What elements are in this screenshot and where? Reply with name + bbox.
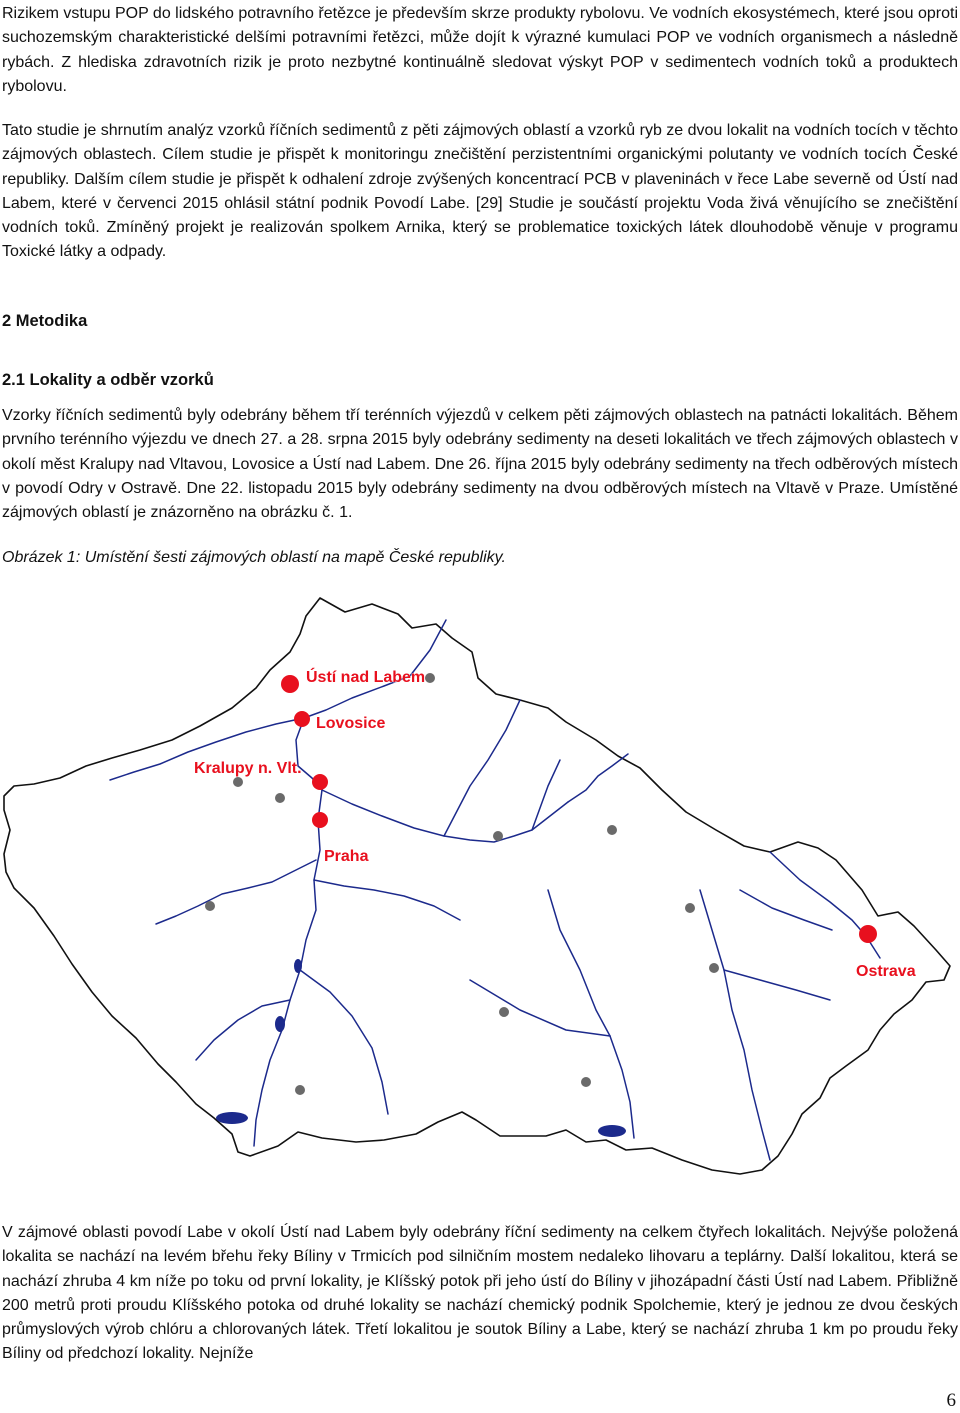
marker-kralupy (312, 774, 328, 790)
label-usti: Ústí nad Labem (306, 669, 426, 686)
study-paragraph: Tato studie je shrnutím analýz vzorků říčních sedimentů z pěti zájmových oblastí a vzorků ryb ze dvou lokalit na vodních tocích v těchto zájmových oblastech. Cílem studie je přispět k monitoringu znečištění perzistentními organickými polutanty ve vodních tocích České republiky. Dalším cílem studie je přispět k odhalení zdroje zvýšených koncentrací PCB v plaveninách v řece Labe severně od Ústí nad Labem, které v červenci 2015 ohlásil státní podnik Povodí Labe. [29] Studie je součástí projektu Voda živá věnujícího se znečištění vodních toků. Zmíněný projekt je realizován spolkem Arnika, který se problematice toxických látek dlouhodobě věnuje v programu Toxické látky a odpady. (2, 122, 959, 261)
marker-usti (281, 675, 299, 693)
marker-lovosice (294, 711, 310, 727)
figure-caption: Obrázek 1: Umístění šesti zájmových oblastí na mapě České republiky. (2, 549, 506, 566)
label-lovosice: Lovosice (316, 715, 386, 732)
town-dot (581, 1077, 591, 1087)
town-dot (295, 1085, 305, 1095)
river-vltava (254, 790, 322, 1146)
town-dot (493, 831, 503, 841)
river-otava (196, 1000, 290, 1060)
river-dyje (610, 1036, 634, 1138)
label-praha: Praha (324, 848, 369, 865)
town-dot (499, 1007, 509, 1017)
sampling-paragraph: Vzorky říčních sedimentů byly odebrány během tří terénních výjezdů v celkem pěti zájmových oblastech na patnácti lokalitách. Během prvního terénního výjezdu ve dnech 27. a 28. srpna 2015 byly odebrány sedimenty na deseti lokalitách ve třech zájmových oblastech v okolí měst Kralupy nad Vltavou, Lovosice a Ústí nad Labem. Dne 26. října 2015 byly odebrány sedimenty na třech odběrových místech v povodí Odry v Ostravě. Dne 22. listopadu 2015 byly odebrány sedimenty na dvou odběrových místech na Vltavě v Praze. Umístěné zájmových oblastí je znázorněno na obrázku č. 1. (2, 407, 958, 522)
river-jihlava (470, 980, 610, 1036)
river-labe-north (296, 620, 446, 790)
town-dot (709, 963, 719, 973)
page-number: 6 (946, 1390, 956, 1411)
usti-paragraph: V zájmové oblasti povodí Labe v okolí Ústí nad Labem byly odebrány říční sedimenty na celkem čtyřech lokalitách. Nejvýše položená lokalita se nachází na levém břehu řeky Bíliny v Trmicích pod silničním mostem nedaleko lihovaru a teplárny. Další lokalitou, která se nachází zhruba 4 km níže po toku od první lokality, je Klíšský potok při jeho ústí do Bíliny v jihozápadní části Ústí nad Labem. Přibližně 200 metrů proti proudu Klíšského potoka od druhé lokality se nachází chemický podnik Spolchemie, který je jednou ze dvou českých průmyslových výrob chlóru a chlorovaných látek. Třetí lokalitou je soutok Bíliny a Labe, který se nachází zhruba 1 km po proudu řeky Bíliny od předchozí lokality. Nejníže (2, 1224, 958, 1363)
reservoir-orlik (275, 1016, 285, 1032)
town-dot (205, 901, 215, 911)
river-morava (700, 890, 770, 1160)
section-heading-metodika: 2 Metodika (2, 312, 88, 330)
river-sazava (314, 880, 460, 920)
label-ostrava: Ostrava (856, 963, 916, 980)
reservoir-lipno (216, 1112, 248, 1124)
intro-paragraph: Rizikem vstupu POP do lidského potravního řetězce je především skrze produkty rybolovu. Ve vodních ekosystémech, které jsou oproti suchozemským charakteristické delšími potravními řetězci, může dojít k výrazné kumulaci POP ve vodních organismech a následně rybách. Z hlediska zdravotních rizik je proto nezbytné kontinuálně sledovat výskyt POP v sedimentech vodních toků a produktech rybolovu. (2, 5, 958, 95)
town-dot (685, 903, 695, 913)
river-labe-upper (568, 754, 628, 802)
reservoir-nove-mlyny (598, 1125, 626, 1137)
river-becva (724, 970, 830, 1000)
label-kralupy: Kralupy n. Vlt. (194, 760, 302, 777)
river-luznice (300, 970, 388, 1114)
river-svratka (548, 890, 610, 1036)
marker-ostrava (859, 925, 877, 943)
river-berounka (156, 860, 316, 924)
river-opava (740, 890, 832, 930)
subsection-heading-lokality: 2.1 Lokality a odběr vzorků (2, 371, 214, 389)
town-dot (607, 825, 617, 835)
river-network (110, 620, 880, 1160)
river-jizera (444, 700, 520, 836)
town-dot (233, 777, 243, 787)
town-dot (425, 673, 435, 683)
town-dot (275, 793, 285, 803)
marker-praha (312, 812, 328, 828)
reservoirs (216, 959, 626, 1137)
river-odra (770, 852, 880, 958)
reservoir-slapy (294, 959, 302, 973)
czech-republic-map (0, 590, 960, 1190)
